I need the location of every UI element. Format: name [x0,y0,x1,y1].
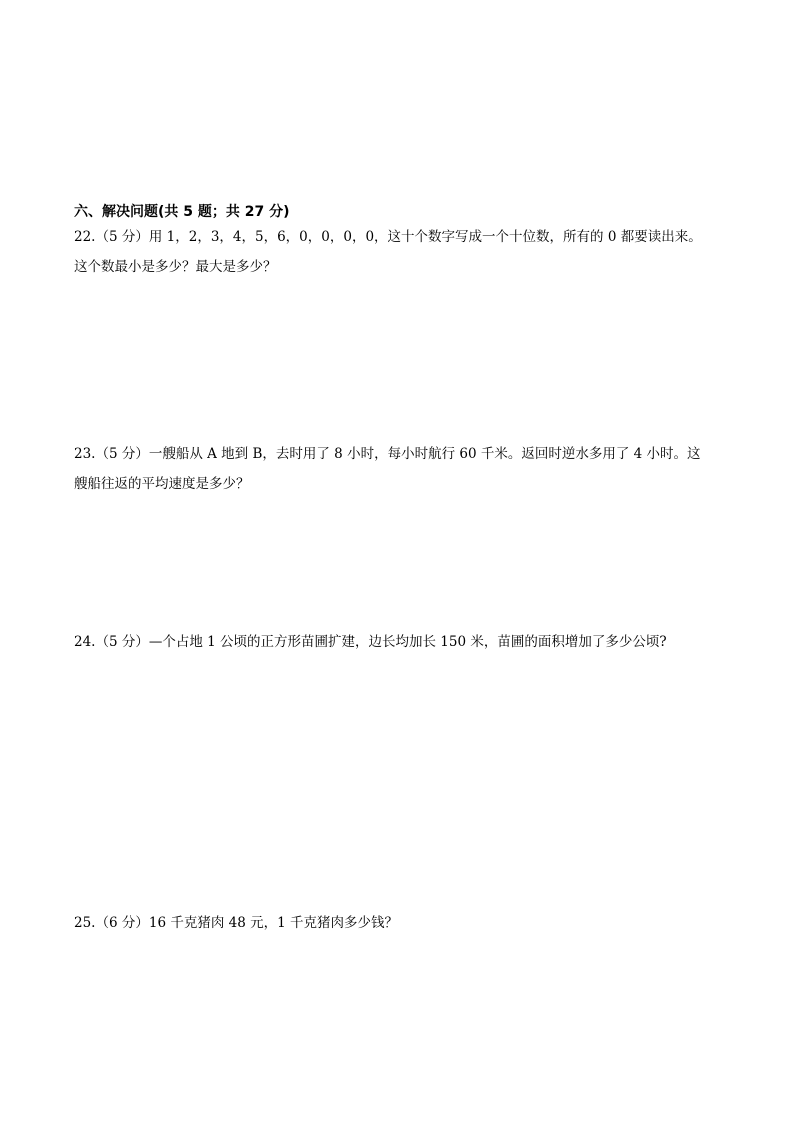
question-24 [74,627,724,657]
question-22-line-1: 22.（5 分）用 1，2，3，4，5，6，0，0，0，0，这十个数字写成一个十位数，所有的 0 都要读出来。 [74,229,702,245]
section-title: 六、解决问题(共 5 题；共 27 分) [74,204,290,220]
question-23-line-2: 艘船往返的平均速度是多少？ [74,476,250,492]
question-24-line-1: 24.（5 分）—个占地 1 公顷的正方形苗圃扩建，边长均加长 150 米，苗圃的面积增加了多少公顷? [74,634,667,650]
question-22-line-2: 这个数最小是多少？最大是多少？ [74,259,277,275]
question-23-line-1: 23.（5 分）一艘船从 A 地到 B，去时用了 8 小时，每小时航行 60 千米。返回时逆水多用了 4 小时。这 [74,446,701,462]
question-22 [74,222,724,282]
question-23 [74,439,724,499]
question-25 [74,908,724,938]
question-25-line-1: 25.（6 分）16 千克猪肉 48 元，1 千克猪肉多少钱？ [74,915,398,931]
